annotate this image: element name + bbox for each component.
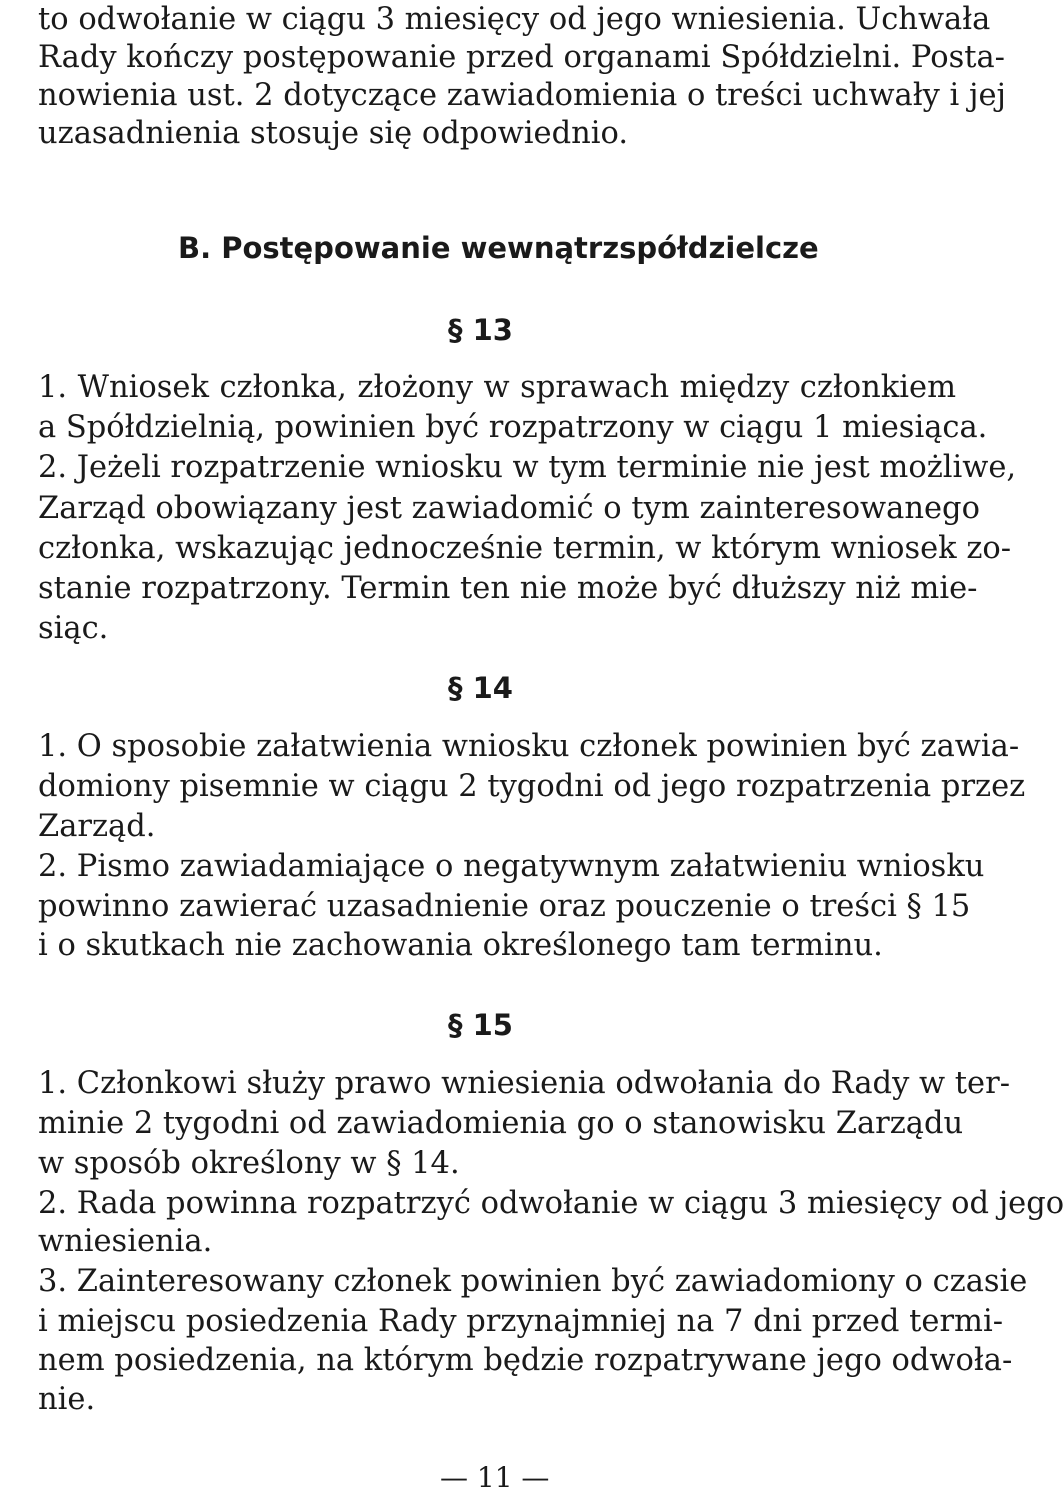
- page-number: — 11 —: [440, 1461, 550, 1494]
- text-line: domiony pisemnie w ciągu 2 tygodni od jego rozpatrzenia przez: [38, 769, 1026, 804]
- text-line: Zarząd obowiązany jest zawiadomić o tym zainteresowanego: [38, 491, 980, 526]
- text-line: 3. Zainteresowany członek powinien być zawiadomiony o czasie: [38, 1264, 1028, 1299]
- text-line: nem posiedzenia, na którym będzie rozpatrywane jego odwoła-: [38, 1343, 1013, 1378]
- text-line: 1. Wniosek członka, złożony w sprawach między członkiem: [38, 370, 956, 405]
- text-line: minie 2 tygodni od zawiadomienia go o stanowisku Zarządu: [38, 1106, 964, 1141]
- text-line: nowienia ust. 2 dotyczące zawiadomienia o treści uchwały i jej: [38, 78, 1006, 113]
- text-line: Zarząd.: [38, 809, 156, 844]
- paragraph-heading: § 13: [448, 313, 513, 347]
- text-line: uzasadnienia stosuje się odpowiednio.: [38, 116, 629, 151]
- text-line: 1. O sposobie załatwienia wniosku członek powinien być zawia-: [38, 729, 1020, 764]
- text-line: 2. Pismo zawiadamiające o negatywnym załatwieniu wniosku: [38, 849, 985, 884]
- text-line: powinno zawierać uzasadnienie oraz pouczenie o treści § 15: [38, 889, 971, 924]
- text-line: i o skutkach nie zachowania określonego tam terminu.: [38, 928, 883, 963]
- text-line: stanie rozpatrzony. Termin ten nie może być dłuższy niż mie-: [38, 571, 978, 606]
- text-line: siąc.: [38, 611, 109, 646]
- paragraph-heading: § 14: [448, 671, 513, 705]
- text-line: 2. Jeżeli rozpatrzenie wniosku w tym terminie nie jest możliwe,: [38, 450, 1017, 485]
- text-line: a Spółdzielnią, powinien być rozpatrzony w ciągu 1 miesiąca.: [38, 410, 988, 445]
- text-line: 2. Rada powinna rozpatrzyć odwołanie w ciągu 3 miesięcy od jego: [38, 1186, 1064, 1221]
- text-line: wniesienia.: [38, 1224, 213, 1259]
- text-line: i miejscu posiedzenia Rady przynajmniej na 7 dni przed termi-: [38, 1304, 1004, 1339]
- text-line: w sposób określony w § 14.: [38, 1146, 460, 1181]
- paragraph-heading: § 15: [448, 1008, 513, 1042]
- text-line: Rady kończy postępowanie przed organami Spółdzielni. Posta-: [38, 40, 1005, 75]
- text-line: 1. Członkowi służy prawo wniesienia odwołania do Rady w ter-: [38, 1066, 1010, 1101]
- section-subheading: B. Postępowanie wewnątrzspółdzielcze: [178, 231, 819, 265]
- text-line: to odwołanie w ciągu 3 miesięcy od jego wniesienia. Uchwała: [38, 2, 991, 37]
- text-line: nie.: [38, 1382, 96, 1417]
- text-line: członka, wskazując jednocześnie termin, w którym wniosek zo-: [38, 531, 1012, 566]
